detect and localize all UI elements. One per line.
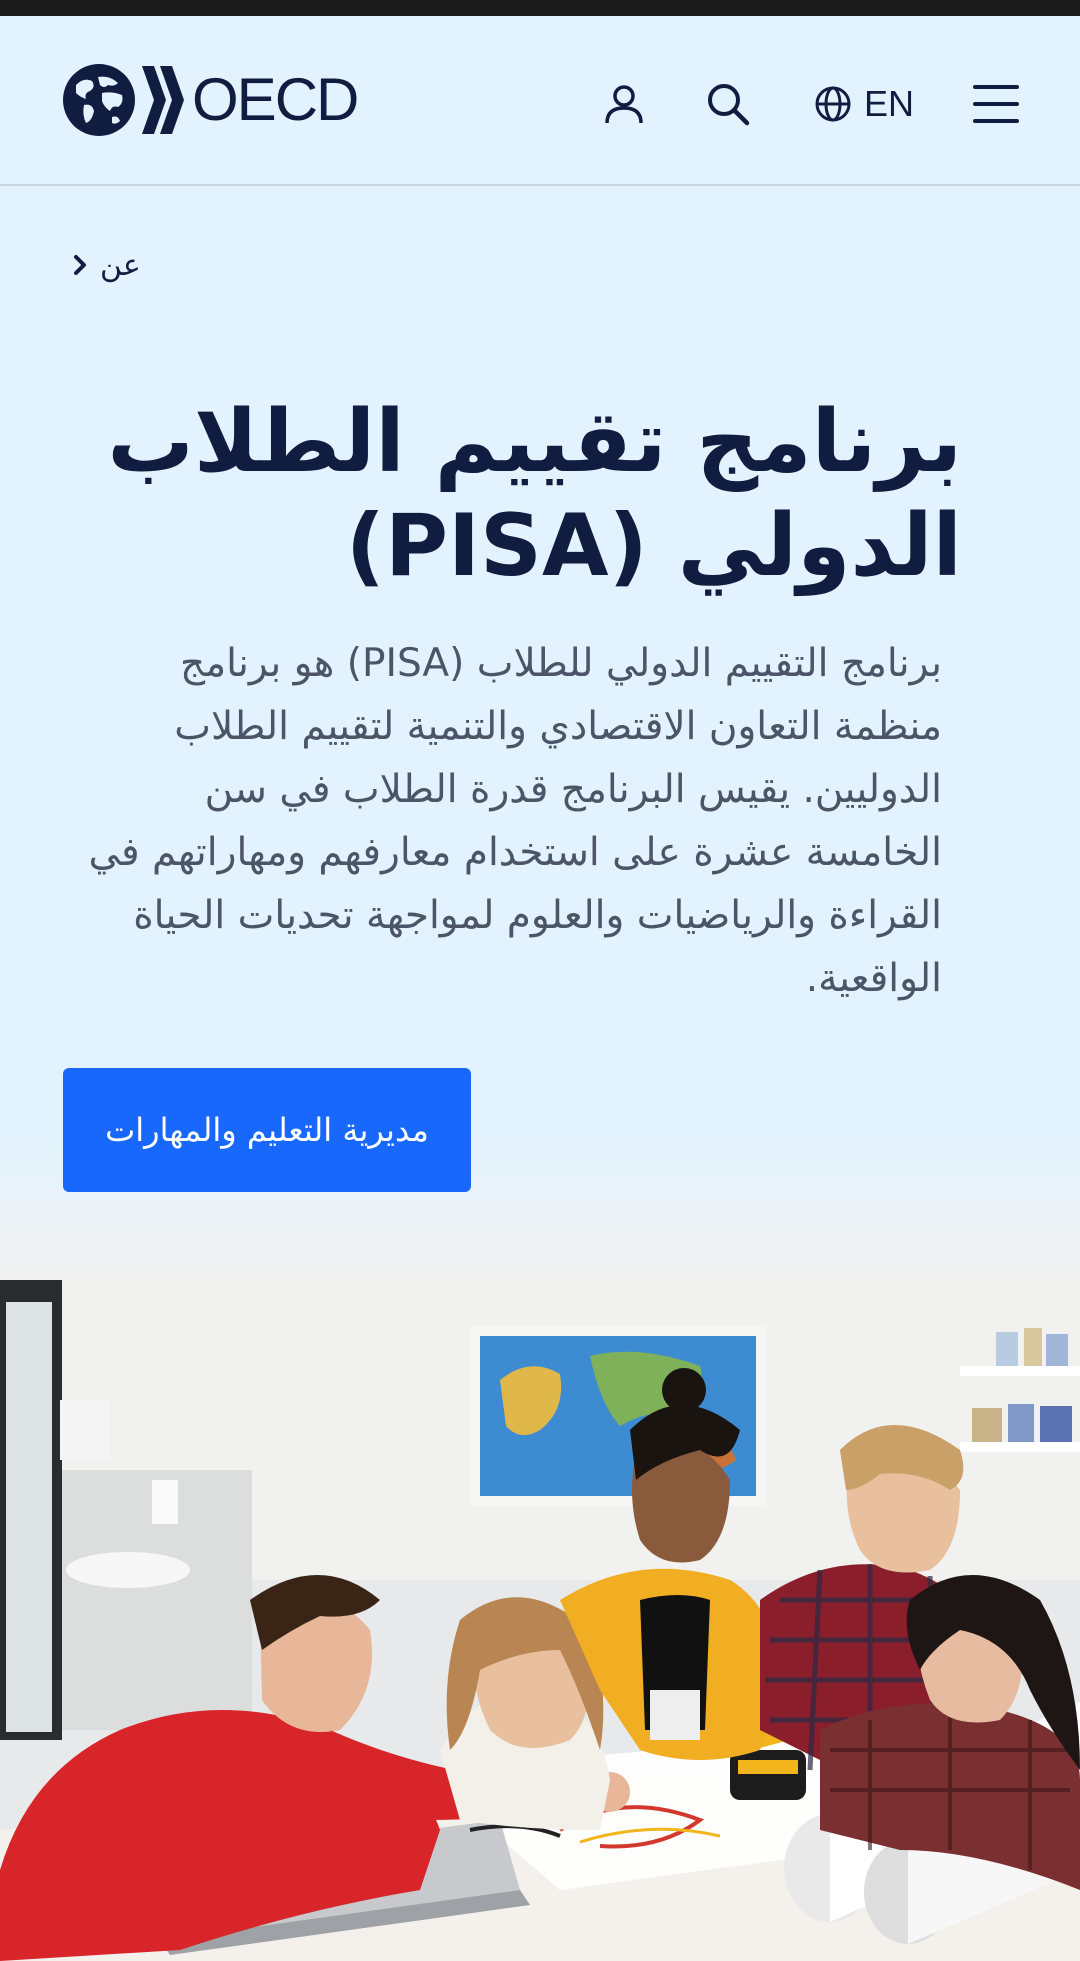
site-header xyxy=(0,16,1080,186)
oecd-globe-logo-icon xyxy=(62,63,136,137)
globe-icon xyxy=(814,85,852,123)
logo-text: OECD xyxy=(192,66,358,133)
menu-button[interactable] xyxy=(972,80,1020,128)
breadcrumb-label: عن xyxy=(100,247,141,283)
user-button[interactable] xyxy=(600,80,648,128)
education-skills-directorate-button[interactable]: مديرية التعليم والمهارات xyxy=(63,1068,471,1192)
chevron-right-icon xyxy=(72,253,88,277)
page-description-text: برنامج التقييم الدولي للطلاب (PISA) هو برنامج منظمة التعاون الاقتصادي والتنمية لتقييم الطلاب الدوليين. يقيس البرنامج قدرة الطلاب في سن الخامسة عشرة على استخدام معارفهم ومهاراتهم في القراءة والرياضيات والعلوم لمواجهة تحديات الحياة الواقعية. xyxy=(88,641,942,1001)
page-description xyxy=(62,632,942,1010)
search-button[interactable] xyxy=(704,80,752,128)
oecd-chevrons-icon xyxy=(140,64,186,136)
language-switcher[interactable] xyxy=(814,80,924,128)
search-icon xyxy=(705,81,751,127)
breadcrumb[interactable] xyxy=(72,245,141,285)
status-bar xyxy=(0,0,1080,16)
hamburger-menu-icon xyxy=(973,81,1019,127)
hero-image xyxy=(0,1130,1080,1961)
user-icon xyxy=(602,82,646,126)
page-title xyxy=(62,390,962,598)
page-title-text: برنامج تقييم الطلاب الدولي (PISA) xyxy=(107,392,962,596)
oecd-logo[interactable] xyxy=(62,62,357,138)
language-label: EN xyxy=(864,83,915,124)
